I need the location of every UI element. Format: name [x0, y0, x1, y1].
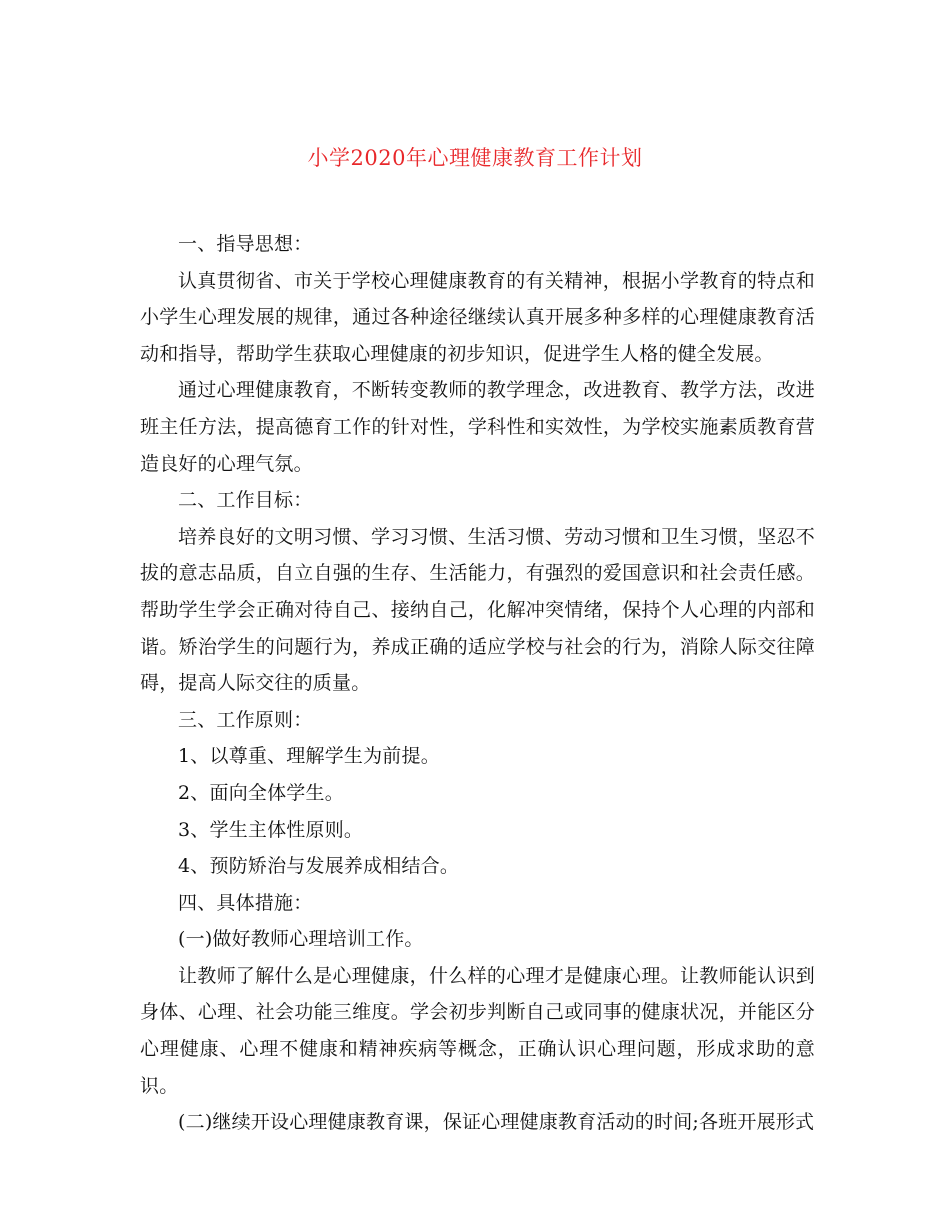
principle-item: 4、预防矫治与发展养成相结合。	[178, 855, 460, 878]
document-title: 小学2020年心理健康教育工作计划	[307, 146, 643, 170]
subheading: (一)做好教师心理培训工作。	[178, 928, 424, 951]
paragraph: 让教师了解什么是心理健康，什么样的心理才是健康心理。让教师能认识到身体、心理、社会功能三维度。学会初步判断自己或同事的健康状况，并能区分心理健康、心理不健康和精神疾病等概念，正确认识心理问题，形成求助的意识。	[140, 964, 815, 1097]
heading-work-principles: 三、工作原则：	[178, 708, 313, 731]
principle-item: 2、面向全体学生。	[178, 781, 344, 804]
paragraph: 通过心理健康教育，不断转变教师的教学理念，改进教育、教学方法，改进班主任方法，提高德育工作的针对性，学科性和实效性，为学校实施素质教育营造良好的心理气氛。	[140, 379, 815, 475]
heading-guiding-thought: 一、指导思想：	[178, 233, 313, 255]
document-body	[140, 226, 815, 1141]
paragraph: 培养良好的文明习惯、学习习惯、生活习惯、劳动习惯和卫生习惯，坚忍不拔的意志品质，自立自强的生存、生活能力，有强烈的爱国意识和社会责任感。帮助学生学会正确对待自己、接纳自己，化解冲突情绪，保持个人心理的内部和谐。矫治学生的问题行为，养成正确的适应学校与社会的行为，消除人际交往障碍，提高人际交往的质量。	[140, 525, 815, 695]
principle-item: 1、以尊重、理解学生为前提。	[178, 745, 440, 768]
heading-specific-measures: 四、具体措施：	[178, 891, 313, 914]
paragraph: 认真贯彻省、市关于学校心理健康教育的有关精神，根据小学教育的特点和小学生心理发展的规律，通过各种途径继续认真开展多种多样的心理健康教育活动和指导，帮助学生获取心理健康的初步知识，促进学生人格的健全发展。	[140, 269, 815, 365]
heading-work-goals: 二、工作目标：	[178, 489, 313, 512]
principle-item: 3、学生主体性原则。	[178, 818, 364, 841]
subheading: (二)继续开设心理健康教育课，保证心理健康教育活动的时间;各班开展形式	[178, 1111, 815, 1134]
